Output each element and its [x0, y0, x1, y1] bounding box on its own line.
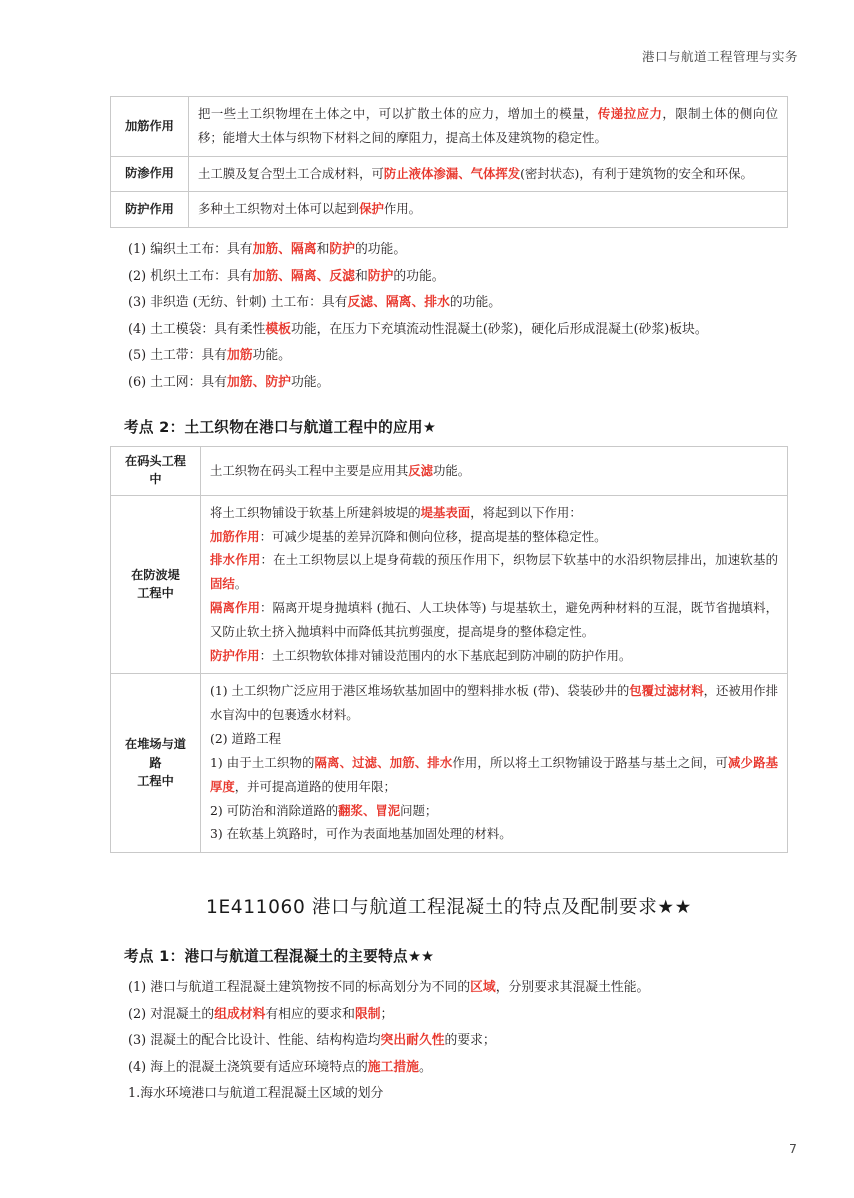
fabric-5-seg-1-highlight: 加筋、防护 — [226, 374, 291, 390]
concrete-features-list — [110, 975, 788, 1107]
list-item — [110, 1028, 788, 1054]
list-item — [110, 343, 788, 369]
application-description-cell — [201, 674, 788, 853]
table-row — [111, 495, 788, 674]
conc-1-seg-2: 有相应的要求和 — [265, 1006, 355, 1022]
application-paragraph — [210, 548, 778, 596]
app-1-2-seg-3: 。 — [234, 576, 248, 592]
table-row — [111, 192, 788, 228]
fabric-4-seg-2: 功能。 — [252, 348, 291, 364]
application-description-cell — [201, 447, 788, 496]
app-2-2-seg-0: 1) 由于土工织物的 — [210, 754, 315, 770]
fabric-3-seg-1-highlight: 模板 — [265, 321, 291, 337]
app-0-0-seg-0: 土工织物在码头工程中主要是应用其 — [210, 462, 409, 478]
fabric-1-seg-0: (2) 机织土工布：具有 — [128, 268, 253, 284]
func-1-seg-2: (密封状态)，有利于建筑物的安全和环保。 — [520, 165, 753, 181]
table-row — [111, 674, 788, 853]
section-heading — [110, 893, 788, 919]
section-title: 港口与航道工程混凝土的特点及配制要求 — [311, 897, 658, 919]
application-paragraph — [210, 679, 778, 727]
application-paragraph — [210, 596, 778, 644]
application-paragraph — [210, 751, 778, 799]
fabric-1-seg-1-highlight: 加筋、隔离、反滤 — [252, 268, 355, 284]
app-2-2-seg-2: 作用，所以将土工织物铺设于路基与基土之间，可 — [452, 754, 729, 770]
section-stars: ★★ — [657, 897, 692, 919]
fabric-0-seg-1-highlight: 加筋、隔离 — [252, 242, 317, 258]
conc-3-seg-2: 。 — [418, 1059, 432, 1075]
list-item — [110, 975, 788, 1001]
app-1-2-seg-0-highlight: 排水作用 — [210, 552, 261, 568]
conc-1-seg-4: ； — [380, 1006, 394, 1022]
conc-1-seg-3-highlight: 限制 — [354, 1006, 381, 1022]
application-paragraph — [210, 644, 778, 668]
app-2-0-seg-1-highlight: 包覆过滤材料 — [629, 683, 704, 699]
list-item — [110, 370, 788, 396]
list-item — [110, 1055, 788, 1081]
table-row — [111, 156, 788, 192]
application-label-line-0: 在防波堤 — [131, 567, 180, 582]
fabric-3-seg-0: (4) 土工模袋：具有柔性 — [128, 321, 266, 337]
app-1-2-seg-2-highlight: 固结 — [210, 576, 235, 592]
application-label-line-1: 工程中 — [137, 586, 174, 601]
application-label-cell — [111, 674, 201, 853]
application-label-line-0: 在堆场与道路 — [125, 737, 186, 770]
app-2-4-seg-0: 3) 在软基上筑路时，可作为表面地基加固处理的材料。 — [210, 826, 512, 842]
app-2-2-seg-4: ，并可提高道路的使用年限； — [234, 778, 396, 794]
fabric-0-seg-4: 的功能。 — [354, 242, 407, 258]
func-1-seg-0: 土工膜及复合型土工合成材料，可 — [198, 165, 384, 181]
kaodian-2-stars: ★ — [422, 419, 436, 437]
app-1-1-seg-1: ：可减少堤基的差异沉降和侧向位移，提高堤基的整体稳定性。 — [259, 528, 607, 544]
function-label-cell: 防护作用 — [111, 192, 189, 228]
app-0-0-seg-2: 功能。 — [433, 462, 471, 478]
geotextile-types-list — [110, 237, 788, 396]
page-number: 7 — [789, 1141, 797, 1156]
fabric-2-seg-2: 的功能。 — [449, 295, 502, 311]
running-header-title: 港口与航道工程管理与实务 — [641, 49, 798, 64]
app-2-3-seg-0: 2) 可防治和消除道路的 — [210, 802, 339, 818]
func-2-seg-2: 作用。 — [383, 201, 422, 217]
kaodian-2-heading — [110, 416, 788, 437]
func-2-seg-0: 多种土工织物对土体可以起到 — [198, 201, 360, 217]
app-1-0-seg-0: 将土工织物铺设于软基上所建斜坡堤的 — [210, 504, 421, 520]
fabric-2-seg-0: (3) 非织造 (无纺、针刺) 土工布：具有 — [128, 295, 348, 311]
kaodian-1-stars: ★★ — [407, 948, 435, 966]
application-label-cell: 在码头工程中 — [111, 447, 201, 496]
app-2-3-seg-2: 问题； — [400, 802, 438, 818]
function-label-cell: 防渗作用 — [111, 156, 189, 192]
function-description-cell — [189, 97, 788, 157]
conc-2-seg-0: (3) 混凝土的配合比设计、性能、结构构造均 — [128, 1033, 381, 1049]
table-row — [111, 97, 788, 157]
fabric-1-seg-2: 和 — [354, 268, 368, 284]
func-0-seg-0: 把一些土工织物埋在土体之中，可以扩散土体的应力，增加土的模量， — [198, 106, 598, 121]
list-item — [110, 264, 788, 290]
section-code: 1E411060 — [206, 897, 306, 919]
func-2-seg-1-highlight: 保护 — [359, 201, 384, 217]
function-description-cell — [189, 192, 788, 228]
application-paragraph — [210, 799, 778, 823]
application-paragraph — [210, 501, 778, 525]
list-item — [110, 1081, 788, 1107]
application-label-line-1: 工程中 — [137, 773, 174, 788]
fabric-5-seg-0: (6) 土工网：具有 — [128, 374, 227, 390]
application-label-cell — [111, 495, 201, 674]
application-paragraph — [210, 525, 778, 549]
app-1-0-seg-2: ，将起到以下作用： — [470, 504, 582, 520]
app-2-2-seg-3-highlight: 减少路基厚度 — [210, 754, 779, 794]
func-0-seg-1-highlight: 传递拉应力 — [597, 106, 663, 121]
conc-3-seg-0: (4) 海上的混凝土浇筑要有适应环境特点的 — [128, 1059, 368, 1075]
geotextile-application-table-body — [111, 447, 788, 853]
conc-2-seg-2: 的要求； — [444, 1033, 496, 1049]
application-paragraph — [210, 459, 778, 483]
app-2-1-seg-0: (2) 道路工程 — [210, 731, 282, 747]
app-2-0-seg-0: (1) 土工织物广泛应用于港区堆场软基加固中的塑料排水板 (带)、袋装砂井的 — [210, 683, 630, 699]
app-1-1-seg-0-highlight: 加筋作用 — [210, 528, 260, 544]
table-row — [111, 447, 788, 496]
geotextile-functions-table-body — [111, 97, 788, 228]
fabric-0-seg-3-highlight: 防护 — [329, 242, 355, 258]
app-1-3-seg-1: ：隔离开堤身抛填料 (抛石、人工块体等) 与堤基软土，避免两种材料的互混，既节省抛填料，又防止软土挤入抛填料中而降低其抗剪强度，提高堤身的整体稳定性。 — [210, 600, 779, 639]
app-1-3-seg-0-highlight: 隔离作用 — [210, 600, 261, 615]
conc-1-seg-1-highlight: 组成材料 — [214, 1006, 266, 1022]
app-1-4-seg-1: ：土工织物软体排对铺设范围内的水下基底起到防冲刷的防护作用。 — [259, 647, 632, 663]
fabric-4-seg-1-highlight: 加筋 — [226, 348, 253, 364]
app-2-0-seg-2: ，还被用作排水盲沟中的包裹透水材料。 — [210, 683, 778, 723]
application-description-cell — [201, 495, 788, 674]
fabric-0-seg-2: 和 — [316, 242, 330, 258]
app-1-2-seg-1: ：在土工织物层以上堤身荷载的预压作用下，织物层下软基中的水沿织物层排出，加速软基的 — [260, 552, 779, 568]
page-content — [110, 96, 788, 1108]
kaodian-1-heading — [110, 945, 788, 966]
app-0-0-seg-1-highlight: 反滤 — [408, 462, 434, 478]
list-item — [110, 290, 788, 316]
conc-0-seg-1-highlight: 区域 — [470, 980, 496, 996]
conc-3-seg-1-highlight: 施工措施 — [367, 1059, 419, 1075]
app-1-4-seg-0-highlight: 防护作用 — [210, 647, 260, 663]
kaodian-2-title: 考点 2：土工织物在港口与航道工程中的应用 — [124, 419, 423, 437]
function-label-cell: 加筋作用 — [111, 97, 189, 157]
list-item — [110, 237, 788, 263]
fabric-5-seg-2: 功能。 — [290, 374, 330, 390]
conc-0-seg-2: ，分别要求其混凝土性能。 — [495, 980, 650, 996]
conc-1-seg-0: (2) 对混凝土的 — [128, 1006, 215, 1022]
app-1-0-seg-1-highlight: 堤基表面 — [420, 504, 471, 520]
fabric-3-seg-2: 功能，在压力下充填流动性混凝土(砂浆)，硬化后形成混凝土(砂浆)板块。 — [290, 321, 708, 337]
fabric-1-seg-4: 的功能。 — [393, 268, 445, 284]
fabric-2-seg-1-highlight: 反滤、隔离、排水 — [347, 295, 450, 311]
conc-2-seg-1-highlight: 突出耐久性 — [380, 1033, 445, 1049]
list-item — [110, 317, 788, 343]
app-2-3-seg-1-highlight: 翻浆、冒泥 — [338, 802, 401, 818]
fabric-4-seg-0: (5) 土工带：具有 — [128, 348, 227, 364]
geotextile-functions-table — [110, 96, 788, 228]
geotextile-application-table — [110, 446, 788, 853]
list-item — [110, 1002, 788, 1028]
application-paragraph — [210, 727, 778, 751]
app-2-2-seg-1-highlight: 隔离、过滤、加筋、排水 — [314, 754, 453, 770]
conc-0-seg-0: (1) 港口与航道工程混凝土建筑物按不同的标高划分为不同的 — [128, 980, 471, 996]
fabric-0-seg-0: (1) 编织土工布：具有 — [128, 242, 253, 258]
func-0-seg-2: ，限制土体的侧向位移；能增大土体与织物下材料之间的摩阻力，提高土体及建筑物的稳定性。 — [198, 106, 779, 145]
fabric-1-seg-3-highlight: 防护 — [367, 268, 394, 284]
conc-4-seg-0: 1.海水环境港口与航道工程混凝土区域的划分 — [128, 1086, 384, 1102]
function-description-cell — [189, 156, 788, 192]
application-paragraph — [210, 822, 778, 846]
func-1-seg-1-highlight: 防止液体渗漏、气体挥发 — [383, 165, 521, 181]
kaodian-1-title: 考点 1：港口与航道工程混凝土的主要特点 — [124, 948, 408, 966]
